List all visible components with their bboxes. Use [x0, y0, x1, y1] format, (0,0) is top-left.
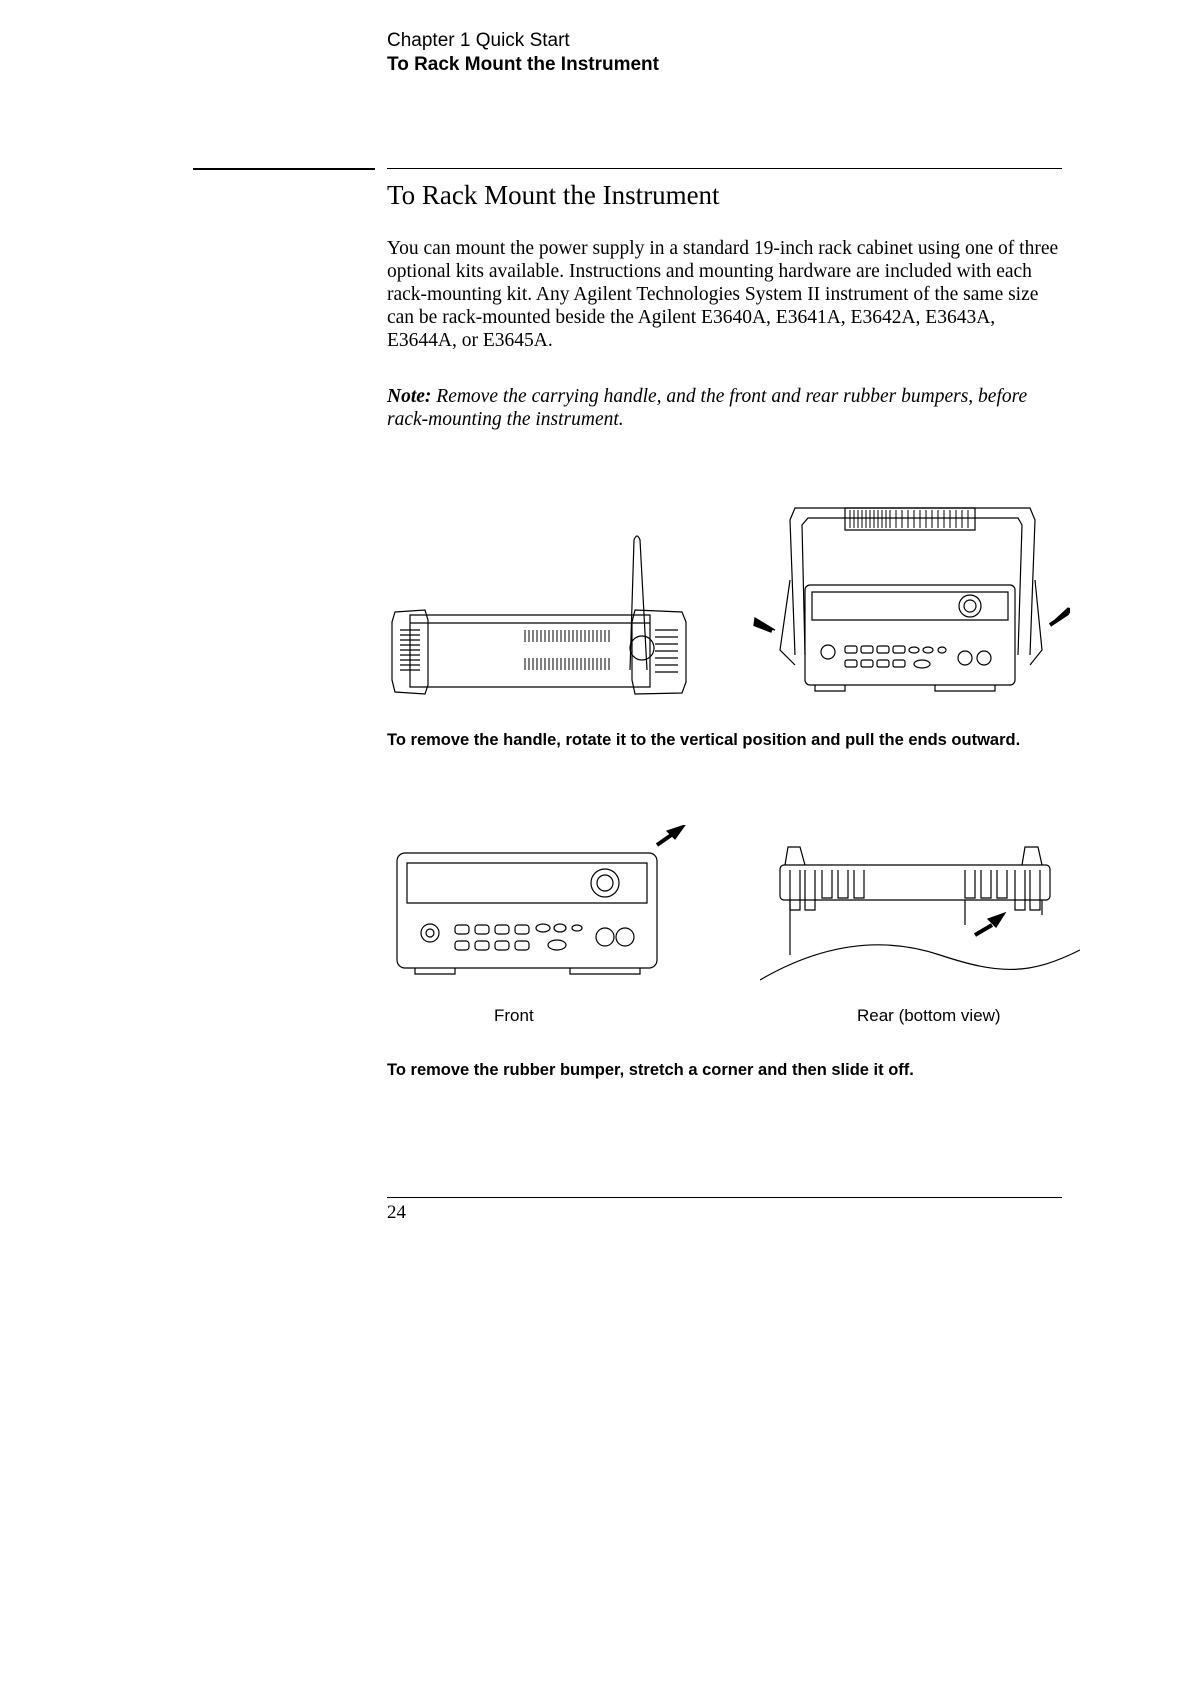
figure-label-front: Front — [494, 1006, 534, 1025]
footer-rule — [387, 1197, 1062, 1198]
header-rule-right — [387, 168, 1062, 169]
note-label: Note: — [387, 386, 432, 407]
running-header-chapter: Chapter 1 Quick Start — [387, 30, 570, 51]
figure-caption-bumper: To remove the rubber bumper, stretch a corner and then slide it off. — [387, 1061, 914, 1079]
front-bumper-illustration — [395, 825, 695, 975]
body-paragraph: You can mount the power supply in a standard 19-inch rack cabinet using one of three optional kits available. Instructions and mounting hardware are included with each rack-mounting kit. Any Agilent Technologies System II instrument of the same size can be rack-mounted beside the Agilent E3640A, E3641A, E3642A, E3643A, E3644A, or E3645A. — [387, 238, 1059, 351]
side-view-illustration — [390, 530, 690, 695]
front-view-handle-illustration — [750, 500, 1070, 700]
figure-label-rear: Rear (bottom view) — [857, 1006, 1001, 1025]
note-paragraph — [387, 385, 1067, 431]
rear-bumper-illustration — [760, 835, 1080, 985]
running-header-section: To Rack Mount the Instrument — [387, 54, 659, 75]
note-text: Remove the carrying handle, and the front and rear rubber bumpers, before rack-mounting the instrument. — [387, 386, 1028, 430]
figure-caption-handle: To remove the handle, rotate it to the vertical position and pull the ends outward. — [387, 731, 1021, 749]
section-title: To Rack Mount the Instrument — [387, 180, 720, 210]
header-rule-left — [193, 168, 375, 170]
page-number: 24 — [387, 1202, 406, 1223]
